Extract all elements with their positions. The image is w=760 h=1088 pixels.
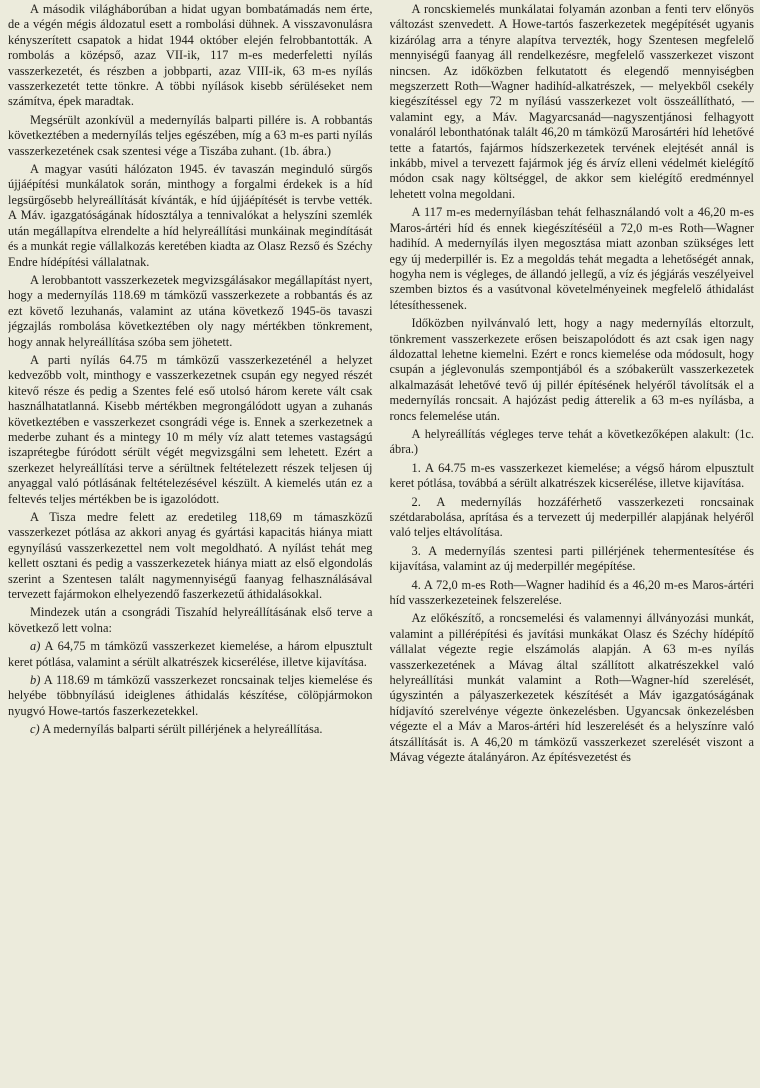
paragraph: A magyar vasúti hálózaton 1945. év tavaszán meginduló sürgős újjáépítési munkálatok során, minthogy a forgalmi érdekek is a híd legsürgősebb helyreállítását kívánták, e híd újjáépítését is tervbe vették. A Máv. igazgatóságának hídosztálya a tennivalókat a helyszíni szemlék után megállapítva elrendelte a híd helyreállítási munkáinak megindítását és a munkát regie vállalkozás keretében kiadta az Olasz Rezső és Széchy Endre hídépítési vállalatnak.	[8, 162, 373, 269]
paragraph: Mindezek után a csongrádi Tiszahíd helyreállításának első terve a következő lett volna:	[8, 605, 373, 635]
list-item: 4. A 72,0 m-es Roth—Wagner hadihíd és a 46,20 m-es Maros-ártéri híd vasszerkezeteinek felszerelése.	[389, 577, 754, 608]
list-item: 1. A 64.75 m-es vasszerkezet kiemelése; a végső három elpusztult keret pótlása, továbbá a sérült alkatrészek kicserélése, illetve kijavítása.	[389, 460, 754, 491]
list-item	[8, 673, 373, 719]
paragraph: A parti nyílás 64.75 m támközű vasszerkezeténél a helyzet kedvezőbb volt, minthogy e vasszerkezetnek csupán egy negyed részét kitevő része és pedig a Szentes felé eső utolsó három kerete vált csak használhatatlanná. Kisebb mértékben megrongálódott ugyan a zuhanás következtében e vasszerkezet csongrádi vége is. Ennek a szerkezetnek a mederbe zuhant és a mintegy 10 m mély víz alatt tetemes vastagságú iszaprétegbe fúródott sérült végét megvizsgálni sem lehetett. Ezért a szerkezet helyreállítási terve a sérültnek feltételezett részek teljesen új anyaggal való pótlásának feltételezésével készült. A kiemelés után ez a feltevés teljes mértékben be is igazolódott.	[8, 352, 373, 506]
left-column	[8, 2, 373, 1088]
list-marker: c)	[30, 722, 40, 737]
list-item: 3. A medernyílás szentesi parti pillérjének tehermentesítése és kijavítása, valamint az új mederpillér megépítése.	[389, 543, 754, 574]
paragraph: A Tisza medre felett az eredetileg 118,69 m támaszközű vasszerkezet pótlása az akkori anyag és gyártási kapacitás hiánya miatt egynyílású vasszerkezettel nem volt megoldható. A nyílást tehát meg kellett osztani és pedig a vasszerkezetek hiánya miatt az első elgondolás szerint a Szentesen talált nagymennyiségű faanyag felhasználásával tervezett fajármokon elhelyezendő faszerkezetű áthidalásokkal.	[8, 510, 373, 602]
paragraph: Megsérült azonkívül a medernyílás balparti pillére is. A robbantás következtében a medernyílás teljes egészében, míg a 63 m-es parti nyílás vasszerkezetének csak szentesi vége a Tiszába zuhant. (1b. ábra.)	[8, 112, 373, 158]
paragraph: A roncskiemelés munkálatai folyamán azonban a fenti terv előnyös változást szenvedett. A Howe-tartós faszerkezetek megépítését ugyanis kizárólag arra a tényre alapítva tervezték, hogy Szentesen megfelelő mennyiségű faanyag áll rendelkezésre, megfelelő vasszerkezet viszont nincsen. Az időközben felkutatott és elegendő mennyiségben megszerzett Roth—Wagner hadihíd-alkatrészek, — melyekből csekély kiegészítéssel egy 72 m nyílású vasszerkezet volt összeállítható, — valamint egy, a Máv. Magyarcsanád—nagyszentjánosi felhagyott vonaláról lebonthatónak talált 46,20 m támközű Marosártéri híd lehetővé tette a fatartós, fajármos hídszerkezetek tervének elejtését annál is inkább, mivel a tervezett fajármok jég és árvíz elleni védelmét kielégítő módon csak nagy költséggel, de akkor sem kielégítő eredménnyel lehetett volna megoldani.	[389, 2, 754, 201]
list-item-text: A 118.69 m támközű vasszerkezet roncsainak teljes kiemelése és helyébe többnyílású ideiglenes áthidalás készítése, cölöpjármokon nyugvó Howe-tartós faszerkezetekkel.	[8, 673, 373, 718]
paragraph: A 117 m-es medernyílásban tehát felhasználandó volt a 46,20 m-es Maros-ártéri híd és ennek kiegészítéséül a 72,0 m-es Roth—Wagner hadihíd. A medernyílás ilyen megosztása miatt azonban szükséges lett egy új mederpillér is. Ez a megoldás tehát megadta a lehetőségét annak, hogyha nem is végleges, de állandó jellegű, a víz és jégjárás veszélyeivel szemben biztos és a vasútvonal követelményeinek megfelelő áthidalást létesíthessenek.	[389, 205, 754, 312]
list-item-text: A 64,75 m támközű vasszerkezet kiemelése, a három elpusztult keret pótlása, valamint a sérült alkatrészek kicserélése, illetve kijavítása.	[8, 639, 373, 669]
paragraph: A lerobbantott vasszerkezetek megvizsgálásakor megállapítást nyert, hogy a medernyílás 118.69 m támközű vasszerkezete a robbantás és az ezt követő lezuhanás, valamint az utána következő 1945-ös tavaszi jégzajlás rombolása következtében oly nagy mértékben tönkrement, hogy annak helyreállítása szóba sem jöhetett.	[8, 272, 373, 349]
paragraph: A második világháborúban a hidat ugyan bombatámadás nem érte, de a végén mégis áldozatul esett a rombolási dühnek. A visszavonulásra kényszerített csapatok a hidat 1944 október elején felrobbantották. A rombolás a középső, azaz VII-ik, 117 m-es mederfeletti nyílás vasszerkezetét, és részben a jobbparti, azaz VIII-ik, 63 m-es nyílás vasszerkezetét tette tönkre. A többi nyílások kisebb sérüléseket nem számítva, épek maradtak.	[8, 2, 373, 109]
list-item: 2. A medernyílás hozzáférhető vasszerkezeti roncsainak szétdarabolása, aprítása és a tervezett új mederpillér alapjának helyéről való teljes eltávolítása.	[389, 494, 754, 540]
list-marker: a)	[30, 639, 41, 654]
right-column	[390, 2, 755, 1088]
paragraph: Az előkészítő, a roncsemelési és valamennyi állványozási munkát, valamint a pillérépítési és javítási munkákat Olasz és Széchy hídépítő vállalat végezte regie elszámolás alapján. A 63 m-es nyílás vasszerkezetének a Mávag által szállított alkatrészekkel való helyreállítási munkát valamint a Roth—Wagner-híd szerelését, úgyszintén a pályaszerkezetek készítését a Máv igazgatóságának hídjavító szerelvénye végezte önkezelésben. Ugyancsak önkezelésben végezte el a Máv a Maros-ártéri híd leszerelését és a helyszínre való átszállítását is. A 46,20 m támközű vasszerkezet szerelését viszont a Mávag végezte átalányáron. Az építésvezetést és	[389, 611, 754, 765]
list-item-text: A medernyílás balparti sérült pillérjének a helyreállítása.	[42, 722, 323, 737]
list-item	[8, 639, 373, 670]
paragraph: Időközben nyilvánvaló lett, hogy a nagy medernyílás eltorzult, tönkrement vasszerkezete erősen beiszapolódott és azt csak igen nagy áldozattal lehetne kiemelni. Ezért e roncs kiemelése oda módosult, hogy csupán a jéglevonulás szempontjából és a szóbakerült vasszerkezetek alkalmazását lehetővé tevő új pillér építésének helyéről távolítsák el a medernyílás roncsait. A hajózást pedig átterelik a 63 m-es nyílásba, a roncs felemelése után.	[389, 316, 754, 423]
paragraph: A helyreállítás végleges terve tehát a következőképen alakult: (1c. ábra.)	[389, 426, 754, 457]
list-marker: b)	[30, 673, 41, 688]
list-item	[8, 722, 373, 737]
